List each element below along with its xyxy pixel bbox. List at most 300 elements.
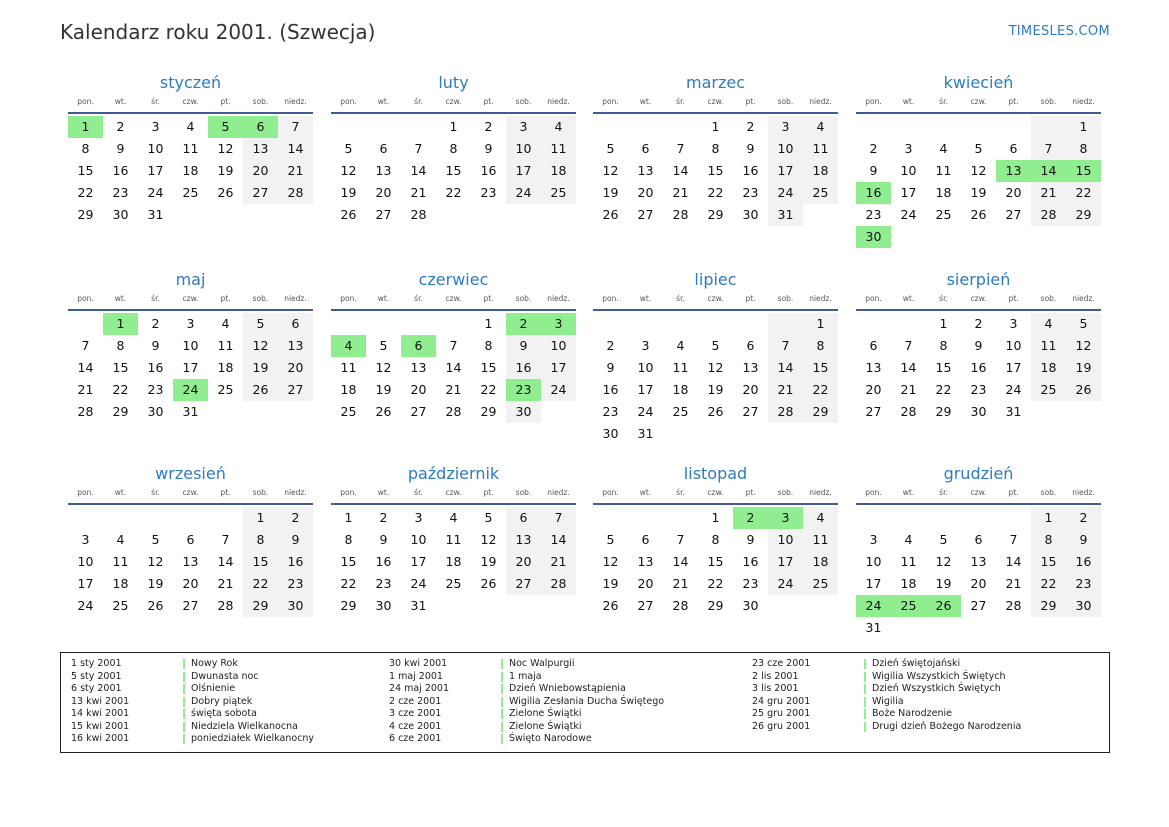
- day-cell[interactable]: 2: [379, 510, 388, 525]
- day-cell[interactable]: 30: [375, 598, 392, 613]
- day-cell[interactable]: 5: [1066, 313, 1101, 335]
- day-cell[interactable]: 6: [974, 532, 983, 547]
- day-cell[interactable]: 2: [1066, 507, 1101, 529]
- day-cell[interactable]: 10: [865, 554, 882, 569]
- day-cell[interactable]: 19: [243, 357, 278, 379]
- day-cell[interactable]: 14: [672, 554, 689, 569]
- day-cell[interactable]: 10: [182, 338, 199, 353]
- day-cell[interactable]: 23: [970, 382, 987, 397]
- day-cell[interactable]: 1: [1031, 507, 1066, 529]
- day-cell[interactable]: 27: [1005, 207, 1022, 222]
- day-cell[interactable]: 10: [541, 335, 576, 357]
- day-cell[interactable]: 10: [1005, 338, 1022, 353]
- day-cell[interactable]: 23: [112, 185, 129, 200]
- day-cell[interactable]: 7: [1031, 138, 1066, 160]
- day-cell[interactable]: 21: [77, 382, 94, 397]
- day-cell[interactable]: 14: [77, 360, 94, 375]
- day-cell[interactable]: 4: [221, 316, 230, 331]
- day-cell[interactable]: 2: [151, 316, 160, 331]
- day-cell[interactable]: 5: [151, 532, 160, 547]
- day-cell[interactable]: 11: [445, 532, 462, 547]
- day-cell[interactable]: 14: [445, 360, 462, 375]
- day-cell[interactable]: 30: [147, 404, 164, 419]
- day-cell[interactable]: 17: [768, 551, 803, 573]
- day-cell[interactable]: 13: [410, 360, 427, 375]
- day-cell[interactable]: 3: [641, 338, 650, 353]
- day-cell[interactable]: 19: [602, 185, 619, 200]
- day-cell[interactable]: 5: [606, 532, 615, 547]
- day-cell[interactable]: 7: [414, 141, 423, 156]
- day-cell[interactable]: 18: [182, 163, 199, 178]
- day-cell[interactable]: 19: [147, 576, 164, 591]
- day-cell[interactable]: 21: [672, 185, 689, 200]
- day-cell[interactable]: 11: [1031, 335, 1066, 357]
- day-cell[interactable]: 16: [112, 163, 129, 178]
- day-cell[interactable]: 18: [935, 185, 952, 200]
- day-cell[interactable]: 28: [278, 182, 313, 204]
- day-cell[interactable]: 22: [935, 382, 952, 397]
- day-cell[interactable]: 3: [768, 116, 803, 138]
- day-cell[interactable]: 8: [81, 141, 90, 156]
- day-cell[interactable]: 10: [768, 138, 803, 160]
- day-cell[interactable]: 13: [375, 163, 392, 178]
- day-cell[interactable]: 6: [1009, 141, 1018, 156]
- day-cell[interactable]: 9: [278, 529, 313, 551]
- day-cell[interactable]: 29: [803, 401, 838, 423]
- day-cell[interactable]: 11: [672, 360, 689, 375]
- day-cell[interactable]: 22: [112, 382, 129, 397]
- day-cell[interactable]: 13: [243, 138, 278, 160]
- day-cell[interactable]: 15: [445, 163, 462, 178]
- day-cell[interactable]: 15: [707, 554, 724, 569]
- holiday-day-cell[interactable]: 5: [208, 116, 243, 138]
- day-cell[interactable]: 3: [506, 116, 541, 138]
- holiday-day-cell[interactable]: 13: [996, 160, 1031, 182]
- day-cell[interactable]: 15: [340, 554, 357, 569]
- day-cell[interactable]: 22: [243, 573, 278, 595]
- day-cell[interactable]: 13: [506, 529, 541, 551]
- day-cell[interactable]: 11: [900, 554, 917, 569]
- day-cell[interactable]: 8: [803, 335, 838, 357]
- day-cell[interactable]: 7: [1009, 532, 1018, 547]
- day-cell[interactable]: 22: [1066, 182, 1101, 204]
- day-cell[interactable]: 16: [278, 551, 313, 573]
- day-cell[interactable]: 12: [375, 360, 392, 375]
- day-cell[interactable]: 30: [742, 598, 759, 613]
- day-cell[interactable]: 15: [935, 360, 952, 375]
- day-cell[interactable]: 27: [278, 379, 313, 401]
- day-cell[interactable]: 6: [278, 313, 313, 335]
- day-cell[interactable]: 3: [1009, 316, 1018, 331]
- day-cell[interactable]: 24: [768, 573, 803, 595]
- day-cell[interactable]: 30: [278, 595, 313, 617]
- day-cell[interactable]: 8: [449, 141, 458, 156]
- day-cell[interactable]: 9: [606, 360, 615, 375]
- day-cell[interactable]: 12: [243, 335, 278, 357]
- day-cell[interactable]: 14: [1005, 554, 1022, 569]
- day-cell[interactable]: 12: [602, 554, 619, 569]
- day-cell[interactable]: 29: [935, 404, 952, 419]
- day-cell[interactable]: 5: [344, 141, 353, 156]
- day-cell[interactable]: 26: [243, 379, 278, 401]
- day-cell[interactable]: 29: [707, 207, 724, 222]
- day-cell[interactable]: 19: [340, 185, 357, 200]
- day-cell[interactable]: 30: [602, 426, 619, 441]
- day-cell[interactable]: 21: [900, 382, 917, 397]
- day-cell[interactable]: 22: [707, 576, 724, 591]
- day-cell[interactable]: 26: [147, 598, 164, 613]
- day-cell[interactable]: 1: [939, 316, 948, 331]
- day-cell[interactable]: 18: [1031, 357, 1066, 379]
- day-cell[interactable]: 28: [1005, 598, 1022, 613]
- day-cell[interactable]: 2: [869, 141, 878, 156]
- day-cell[interactable]: 13: [278, 335, 313, 357]
- day-cell[interactable]: 4: [186, 119, 195, 134]
- holiday-day-cell[interactable]: 25: [891, 595, 926, 617]
- day-cell[interactable]: 30: [506, 401, 541, 423]
- day-cell[interactable]: 20: [182, 576, 199, 591]
- day-cell[interactable]: 26: [970, 207, 987, 222]
- day-cell[interactable]: 16: [506, 357, 541, 379]
- day-cell[interactable]: 18: [900, 576, 917, 591]
- day-cell[interactable]: 8: [1031, 529, 1066, 551]
- day-cell[interactable]: 29: [340, 598, 357, 613]
- day-cell[interactable]: 19: [707, 382, 724, 397]
- day-cell[interactable]: 21: [445, 382, 462, 397]
- day-cell[interactable]: 1: [803, 313, 838, 335]
- day-cell[interactable]: 9: [746, 141, 755, 156]
- day-cell[interactable]: 11: [112, 554, 129, 569]
- day-cell[interactable]: 7: [81, 338, 90, 353]
- day-cell[interactable]: 27: [375, 207, 392, 222]
- day-cell[interactable]: 24: [900, 207, 917, 222]
- day-cell[interactable]: 17: [768, 160, 803, 182]
- day-cell[interactable]: 5: [484, 510, 493, 525]
- day-cell[interactable]: 22: [77, 185, 94, 200]
- day-cell[interactable]: 21: [1005, 576, 1022, 591]
- day-cell[interactable]: 8: [1066, 138, 1101, 160]
- day-cell[interactable]: 24: [77, 598, 94, 613]
- day-cell[interactable]: 17: [541, 357, 576, 379]
- day-cell[interactable]: 28: [445, 404, 462, 419]
- day-cell[interactable]: 25: [672, 404, 689, 419]
- day-cell[interactable]: 12: [602, 163, 619, 178]
- day-cell[interactable]: 18: [541, 160, 576, 182]
- day-cell[interactable]: 4: [803, 507, 838, 529]
- day-cell[interactable]: 10: [77, 554, 94, 569]
- day-cell[interactable]: 8: [116, 338, 125, 353]
- day-cell[interactable]: 27: [506, 573, 541, 595]
- day-cell[interactable]: 5: [379, 338, 388, 353]
- day-cell[interactable]: 6: [641, 532, 650, 547]
- day-cell[interactable]: 21: [541, 551, 576, 573]
- day-cell[interactable]: 19: [1066, 357, 1101, 379]
- day-cell[interactable]: 26: [1066, 379, 1101, 401]
- day-cell[interactable]: 19: [217, 163, 234, 178]
- day-cell[interactable]: 13: [182, 554, 199, 569]
- day-cell[interactable]: 19: [480, 554, 497, 569]
- day-cell[interactable]: 23: [865, 207, 882, 222]
- day-cell[interactable]: 20: [243, 160, 278, 182]
- day-cell[interactable]: 23: [147, 382, 164, 397]
- day-cell[interactable]: 23: [742, 576, 759, 591]
- day-cell[interactable]: 6: [869, 338, 878, 353]
- day-cell[interactable]: 5: [243, 313, 278, 335]
- day-cell[interactable]: 9: [974, 338, 983, 353]
- day-cell[interactable]: 9: [116, 141, 125, 156]
- day-cell[interactable]: 18: [803, 160, 838, 182]
- day-cell[interactable]: 10: [410, 532, 427, 547]
- day-cell[interactable]: 8: [484, 338, 493, 353]
- day-cell[interactable]: 29: [1031, 595, 1066, 617]
- day-cell[interactable]: 7: [221, 532, 230, 547]
- day-cell[interactable]: 28: [672, 207, 689, 222]
- holiday-day-cell[interactable]: 15: [1066, 160, 1101, 182]
- holiday-day-cell[interactable]: 26: [926, 595, 961, 617]
- day-cell[interactable]: 18: [803, 551, 838, 573]
- day-cell[interactable]: 29: [243, 595, 278, 617]
- day-cell[interactable]: 29: [112, 404, 129, 419]
- day-cell[interactable]: 6: [746, 338, 755, 353]
- day-cell[interactable]: 20: [410, 382, 427, 397]
- holiday-day-cell[interactable]: 1: [68, 116, 103, 138]
- day-cell[interactable]: 12: [480, 532, 497, 547]
- day-cell[interactable]: 29: [480, 404, 497, 419]
- day-cell[interactable]: 3: [151, 119, 160, 134]
- day-cell[interactable]: 23: [278, 573, 313, 595]
- day-cell[interactable]: 12: [217, 141, 234, 156]
- day-cell[interactable]: 2: [606, 338, 615, 353]
- day-cell[interactable]: 14: [768, 357, 803, 379]
- day-cell[interactable]: 15: [112, 360, 129, 375]
- day-cell[interactable]: 20: [742, 382, 759, 397]
- day-cell[interactable]: 12: [970, 163, 987, 178]
- day-cell[interactable]: 21: [768, 379, 803, 401]
- day-cell[interactable]: 26: [602, 207, 619, 222]
- day-cell[interactable]: 30: [970, 404, 987, 419]
- day-cell[interactable]: 1: [344, 510, 353, 525]
- day-cell[interactable]: 9: [506, 335, 541, 357]
- day-cell[interactable]: 15: [1031, 551, 1066, 573]
- day-cell[interactable]: 17: [865, 576, 882, 591]
- day-cell[interactable]: 30: [742, 207, 759, 222]
- day-cell[interactable]: 12: [147, 554, 164, 569]
- day-cell[interactable]: 22: [707, 185, 724, 200]
- day-cell[interactable]: 27: [182, 598, 199, 613]
- day-cell[interactable]: 11: [541, 138, 576, 160]
- day-cell[interactable]: 11: [340, 360, 357, 375]
- day-cell[interactable]: 29: [1066, 204, 1101, 226]
- day-cell[interactable]: 29: [77, 207, 94, 222]
- holiday-day-cell[interactable]: 6: [401, 335, 436, 357]
- day-cell[interactable]: 10: [506, 138, 541, 160]
- day-cell[interactable]: 14: [217, 554, 234, 569]
- day-cell[interactable]: 24: [506, 182, 541, 204]
- day-cell[interactable]: 4: [541, 116, 576, 138]
- day-cell[interactable]: 31: [147, 207, 164, 222]
- day-cell[interactable]: 11: [182, 141, 199, 156]
- day-cell[interactable]: 10: [900, 163, 917, 178]
- day-cell[interactable]: 2: [484, 119, 493, 134]
- day-cell[interactable]: 15: [803, 357, 838, 379]
- day-cell[interactable]: 26: [602, 598, 619, 613]
- day-cell[interactable]: 24: [541, 379, 576, 401]
- day-cell[interactable]: 7: [278, 116, 313, 138]
- day-cell[interactable]: 25: [803, 182, 838, 204]
- day-cell[interactable]: 30: [1066, 595, 1101, 617]
- day-cell[interactable]: 20: [506, 551, 541, 573]
- day-cell[interactable]: 1: [449, 119, 458, 134]
- day-cell[interactable]: 6: [186, 532, 195, 547]
- day-cell[interactable]: 19: [970, 185, 987, 200]
- holiday-day-cell[interactable]: 14: [1031, 160, 1066, 182]
- holiday-day-cell[interactable]: 30: [856, 226, 891, 248]
- day-cell[interactable]: 23: [375, 576, 392, 591]
- day-cell[interactable]: 28: [217, 598, 234, 613]
- day-cell[interactable]: 1: [711, 119, 720, 134]
- day-cell[interactable]: 4: [803, 116, 838, 138]
- day-cell[interactable]: 4: [676, 338, 685, 353]
- day-cell[interactable]: 14: [672, 163, 689, 178]
- day-cell[interactable]: 19: [602, 576, 619, 591]
- day-cell[interactable]: 25: [112, 598, 129, 613]
- holiday-day-cell[interactable]: 3: [541, 313, 576, 335]
- day-cell[interactable]: 25: [217, 382, 234, 397]
- day-cell[interactable]: 28: [541, 573, 576, 595]
- day-cell[interactable]: 25: [182, 185, 199, 200]
- day-cell[interactable]: 25: [541, 182, 576, 204]
- day-cell[interactable]: 5: [711, 338, 720, 353]
- day-cell[interactable]: 28: [672, 598, 689, 613]
- day-cell[interactable]: 15: [707, 163, 724, 178]
- day-cell[interactable]: 3: [81, 532, 90, 547]
- day-cell[interactable]: 19: [935, 576, 952, 591]
- day-cell[interactable]: 26: [707, 404, 724, 419]
- day-cell[interactable]: 28: [768, 401, 803, 423]
- day-cell[interactable]: 4: [449, 510, 458, 525]
- day-cell[interactable]: 25: [445, 576, 462, 591]
- day-cell[interactable]: 27: [970, 598, 987, 613]
- day-cell[interactable]: 23: [480, 185, 497, 200]
- day-cell[interactable]: 20: [1005, 185, 1022, 200]
- day-cell[interactable]: 23: [602, 404, 619, 419]
- day-cell[interactable]: 3: [869, 532, 878, 547]
- day-cell[interactable]: 25: [803, 573, 838, 595]
- day-cell[interactable]: 16: [480, 163, 497, 178]
- brand-link[interactable]: TIMESLES.COM: [1008, 24, 1110, 39]
- day-cell[interactable]: 19: [375, 382, 392, 397]
- day-cell[interactable]: 31: [1005, 404, 1022, 419]
- day-cell[interactable]: 22: [340, 576, 357, 591]
- day-cell[interactable]: 9: [1066, 529, 1101, 551]
- day-cell[interactable]: 24: [410, 576, 427, 591]
- day-cell[interactable]: 10: [637, 360, 654, 375]
- day-cell[interactable]: 27: [243, 182, 278, 204]
- day-cell[interactable]: 14: [410, 163, 427, 178]
- day-cell[interactable]: 22: [480, 382, 497, 397]
- day-cell[interactable]: 25: [1031, 379, 1066, 401]
- day-cell[interactable]: 4: [1031, 313, 1066, 335]
- day-cell[interactable]: 21: [278, 160, 313, 182]
- day-cell[interactable]: 8: [344, 532, 353, 547]
- day-cell[interactable]: 22: [803, 379, 838, 401]
- day-cell[interactable]: 12: [1066, 335, 1101, 357]
- day-cell[interactable]: 2: [116, 119, 125, 134]
- day-cell[interactable]: 29: [707, 598, 724, 613]
- day-cell[interactable]: 3: [186, 316, 195, 331]
- day-cell[interactable]: 12: [340, 163, 357, 178]
- day-cell[interactable]: 23: [742, 185, 759, 200]
- holiday-day-cell[interactable]: 24: [173, 379, 208, 401]
- day-cell[interactable]: 28: [77, 404, 94, 419]
- day-cell[interactable]: 3: [414, 510, 423, 525]
- day-cell[interactable]: 2: [974, 316, 983, 331]
- day-cell[interactable]: 13: [637, 163, 654, 178]
- day-cell[interactable]: 4: [939, 141, 948, 156]
- day-cell[interactable]: 18: [445, 554, 462, 569]
- day-cell[interactable]: 12: [707, 360, 724, 375]
- day-cell[interactable]: 26: [217, 185, 234, 200]
- day-cell[interactable]: 20: [278, 357, 313, 379]
- day-cell[interactable]: 26: [375, 404, 392, 419]
- day-cell[interactable]: 6: [641, 141, 650, 156]
- day-cell[interactable]: 17: [410, 554, 427, 569]
- day-cell[interactable]: 9: [484, 141, 493, 156]
- day-cell[interactable]: 16: [742, 554, 759, 569]
- holiday-day-cell[interactable]: 3: [768, 507, 803, 529]
- day-cell[interactable]: 28: [410, 207, 427, 222]
- day-cell[interactable]: 21: [217, 576, 234, 591]
- day-cell[interactable]: 31: [768, 204, 803, 226]
- day-cell[interactable]: 27: [865, 404, 882, 419]
- holiday-day-cell[interactable]: 4: [331, 335, 366, 357]
- day-cell[interactable]: 12: [935, 554, 952, 569]
- day-cell[interactable]: 11: [217, 338, 234, 353]
- day-cell[interactable]: 9: [869, 163, 878, 178]
- day-cell[interactable]: 31: [637, 426, 654, 441]
- day-cell[interactable]: 14: [900, 360, 917, 375]
- day-cell[interactable]: 22: [445, 185, 462, 200]
- day-cell[interactable]: 10: [768, 529, 803, 551]
- day-cell[interactable]: 1: [243, 507, 278, 529]
- day-cell[interactable]: 21: [410, 185, 427, 200]
- day-cell[interactable]: 16: [602, 382, 619, 397]
- day-cell[interactable]: 14: [278, 138, 313, 160]
- day-cell[interactable]: 31: [182, 404, 199, 419]
- day-cell[interactable]: 28: [900, 404, 917, 419]
- day-cell[interactable]: 31: [410, 598, 427, 613]
- day-cell[interactable]: 7: [768, 335, 803, 357]
- day-cell[interactable]: 27: [742, 404, 759, 419]
- day-cell[interactable]: 17: [637, 382, 654, 397]
- day-cell[interactable]: 16: [970, 360, 987, 375]
- day-cell[interactable]: 27: [637, 598, 654, 613]
- holiday-day-cell[interactable]: 2: [506, 313, 541, 335]
- holiday-day-cell[interactable]: 16: [856, 182, 891, 204]
- day-cell[interactable]: 24: [768, 182, 803, 204]
- holiday-day-cell[interactable]: 6: [243, 116, 278, 138]
- day-cell[interactable]: 27: [637, 207, 654, 222]
- day-cell[interactable]: 21: [672, 576, 689, 591]
- day-cell[interactable]: 16: [375, 554, 392, 569]
- day-cell[interactable]: 17: [900, 185, 917, 200]
- day-cell[interactable]: 1: [1066, 116, 1101, 138]
- day-cell[interactable]: 18: [340, 382, 357, 397]
- day-cell[interactable]: 4: [904, 532, 913, 547]
- day-cell[interactable]: 16: [742, 163, 759, 178]
- day-cell[interactable]: 7: [904, 338, 913, 353]
- day-cell[interactable]: 31: [865, 620, 882, 635]
